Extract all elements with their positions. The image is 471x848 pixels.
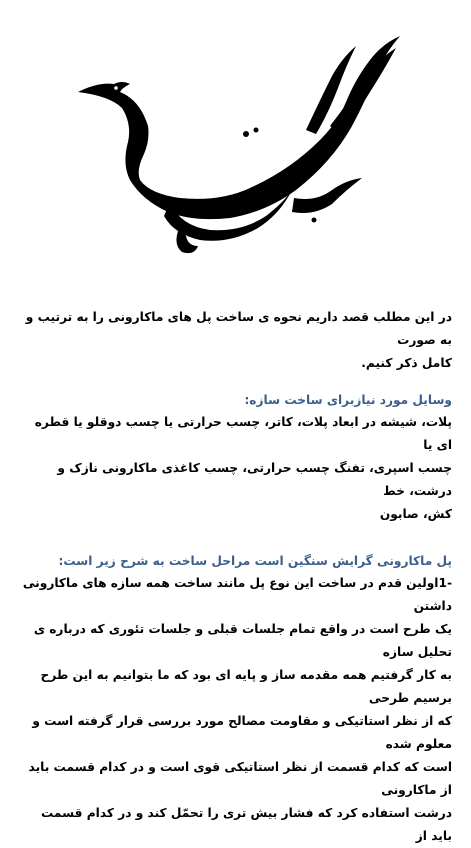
intro-paragraph bbox=[18, 306, 452, 375]
intro-line-2: کامل ذکر کنیم. bbox=[361, 356, 452, 370]
steps-line-4: که از نظر استاتیکی و مقاومت مصالح مورد بررسی قرار گرفته است و معلوم شده bbox=[32, 714, 452, 751]
tools-paragraph bbox=[18, 411, 452, 526]
tools-line-3: کش، صابون bbox=[379, 507, 452, 521]
intro-line-1: در این مطلب قصد داریم نحوه ی ساخت پل های ماکارونی را به ترتیب و به صورت bbox=[25, 310, 452, 347]
tools-heading: وسایل مورد نیازبرای ساخت سازه: bbox=[244, 393, 452, 407]
bismillah-bird-calligraphy-icon bbox=[70, 30, 410, 255]
steps-line-6: درشت استفاده کرد که فشار بیش تری را تحمّل کند و در کدام قسمت باید از bbox=[41, 806, 452, 843]
steps-paragraph bbox=[18, 572, 452, 848]
steps-line-3: به کار گرفتیم همه مقدمه ساز و پایه ای بود که ما بتوانیم به این طرح برسیم طرحی bbox=[40, 668, 452, 705]
tools-line-1: پلات، شیشه در ابعاد پلات، کاتر، چسب حرارتی یا چسب دوقلو یا قطره ای یا bbox=[34, 415, 452, 452]
steps-line-2: یک طرح است در واقع تمام جلسات قبلی و جلسات تئوری که درباره ی تحلیل سازه bbox=[33, 622, 452, 659]
steps-line-5: است که کدام قسمت از نظر استاتیکی قوی است و در کدام قسمت باید از ماکارونی bbox=[28, 760, 452, 797]
steps-heading: پل ماکارونی گرایش سنگین است مراحل ساخت به شرح زیر است: bbox=[58, 554, 452, 568]
steps-line-1: -1اولین قدم در ساخت این نوع پل مانند ساخت همه سازه های ماکارونی داشتن bbox=[22, 576, 452, 613]
document-body bbox=[18, 306, 452, 848]
tools-line-2: چسب اسپری، تفنگ چسب حرارتی، چسب کاغذی ماکارونی نازک و درشت، خط bbox=[57, 461, 452, 498]
